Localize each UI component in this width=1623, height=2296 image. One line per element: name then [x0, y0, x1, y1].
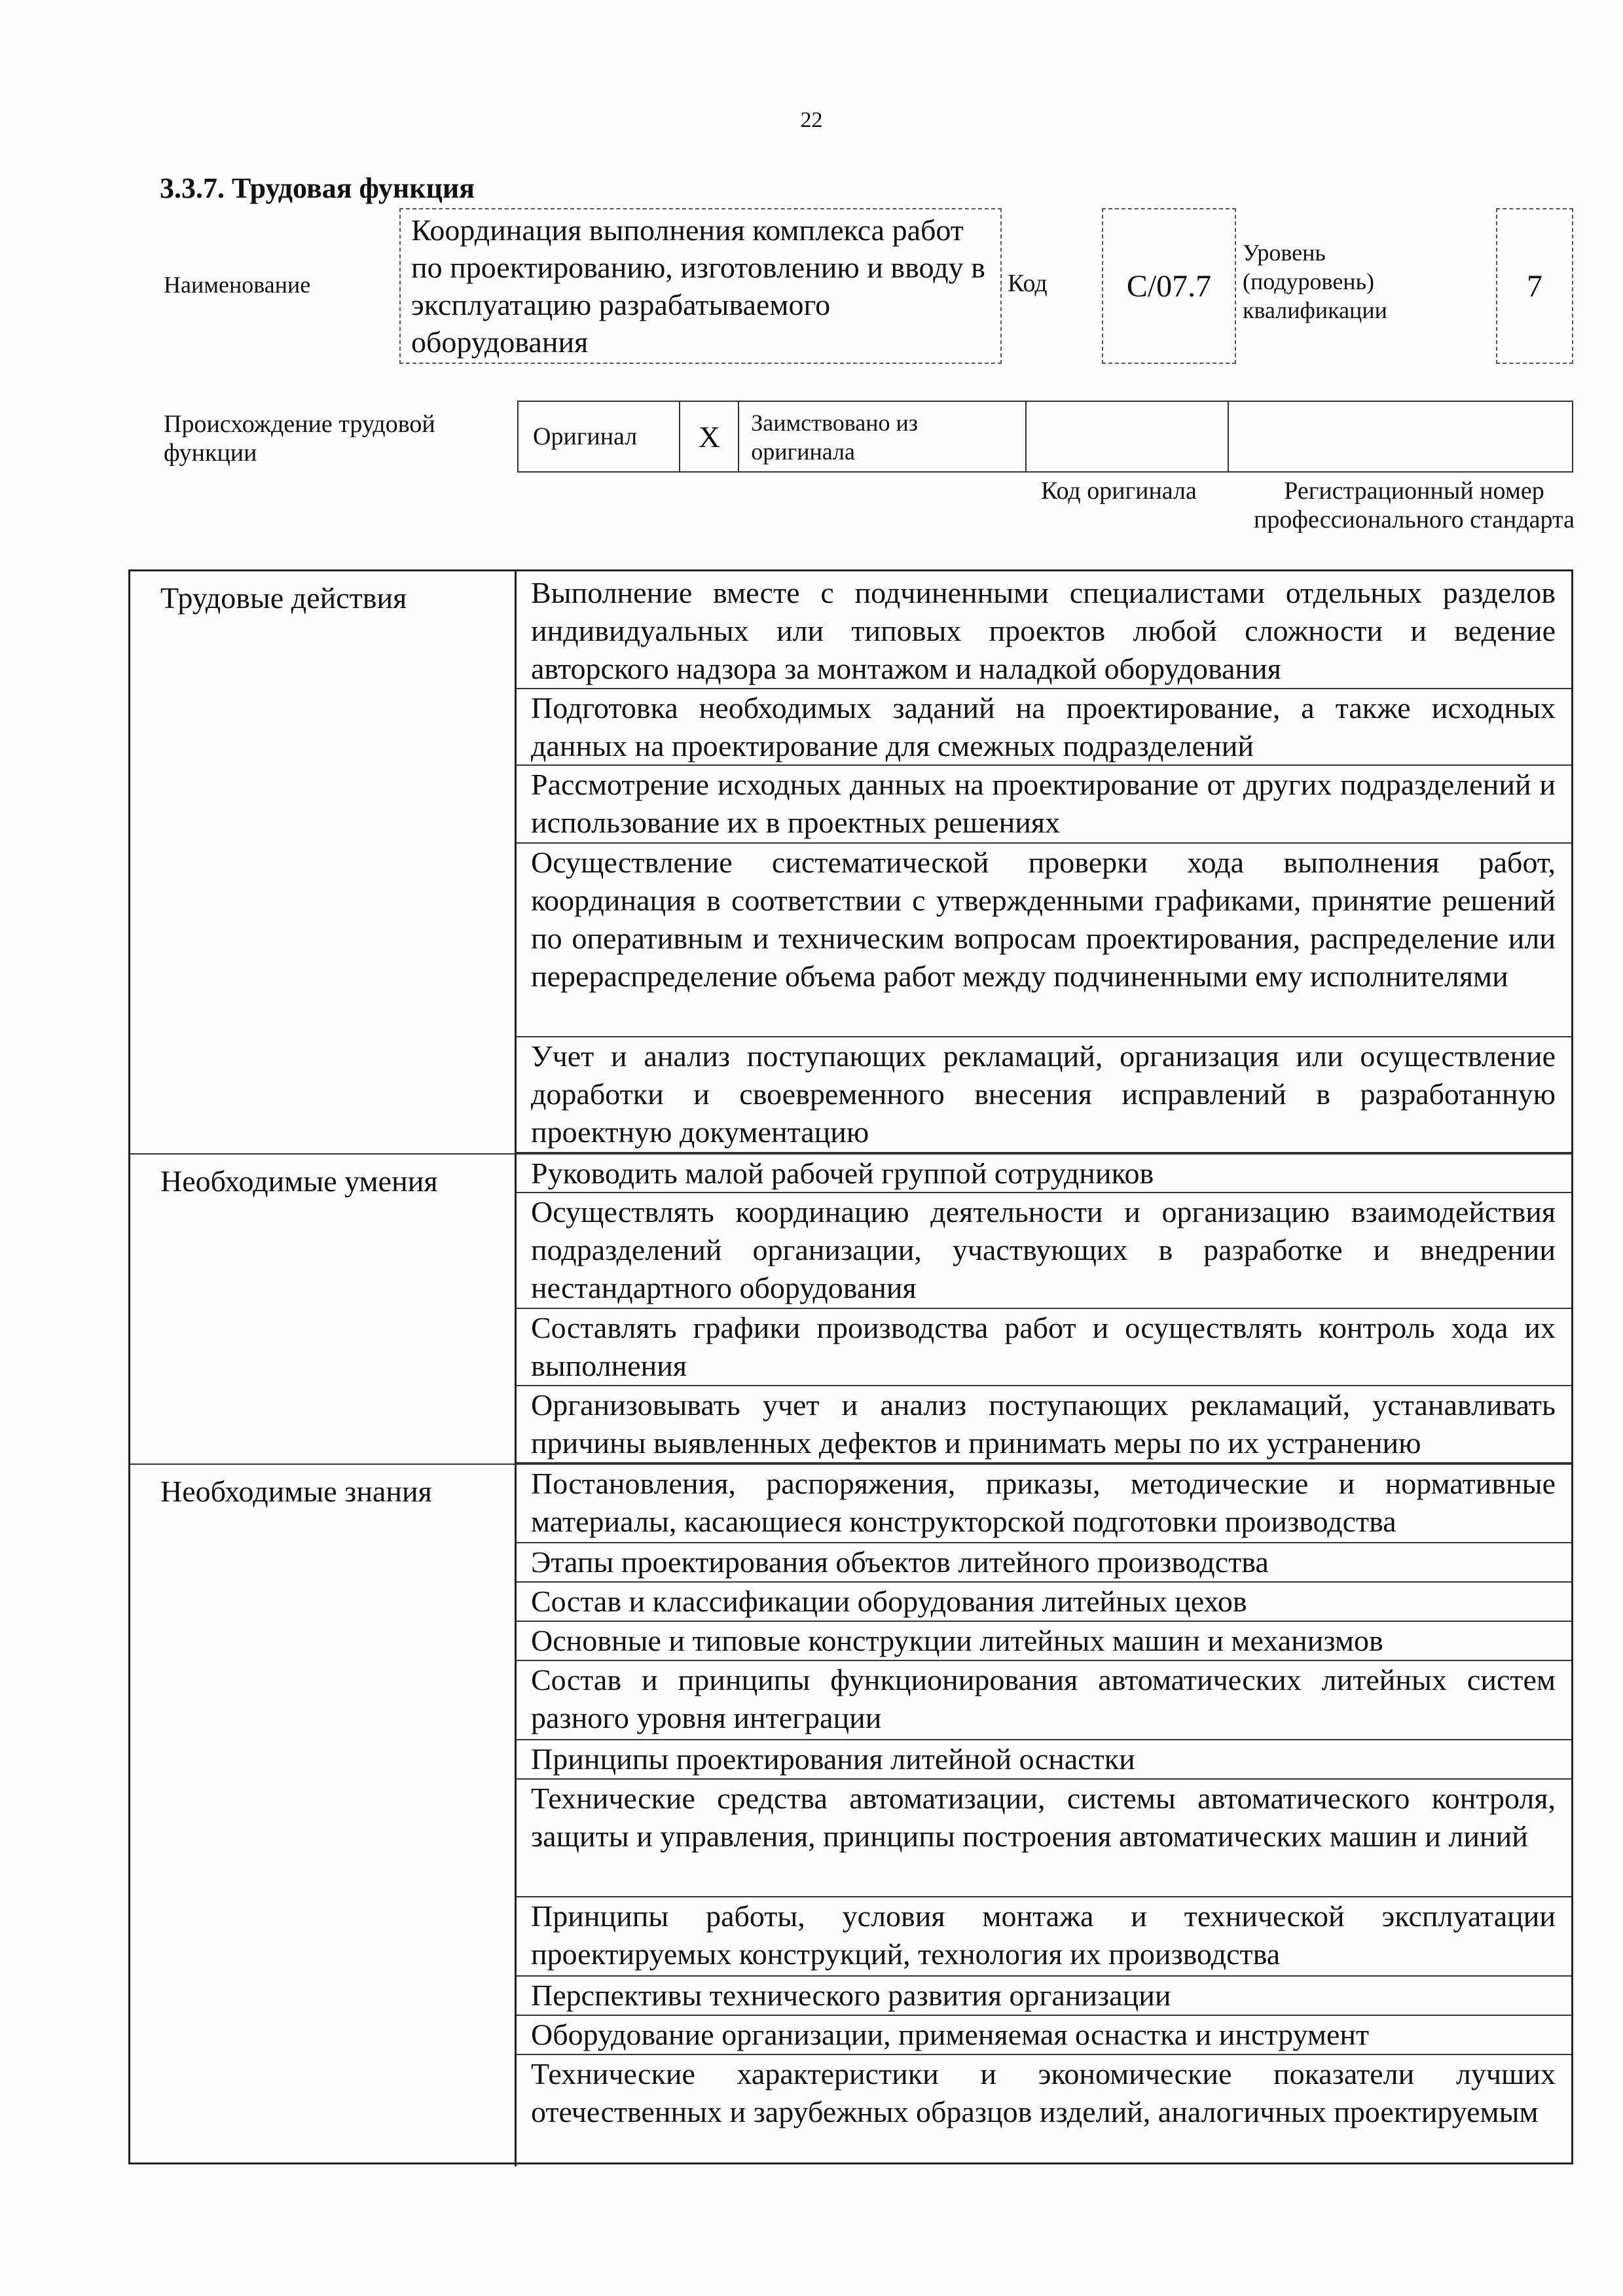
name-label: Наименование [164, 272, 311, 298]
level-box [1496, 208, 1573, 364]
table-row: Осуществлять координацию деятельности и организацию взаимодействия подразделений организации, участвующих в разработке и внедрении нестандартного оборудования [517, 1193, 1571, 1309]
table-row: Постановления, распоряжения, приказы, методические и нормативные материалы, касающиеся конструкторской подготовки производства [517, 1465, 1571, 1543]
table-row: Основные и типовые конструкции литейных машин и механизмов [517, 1622, 1571, 1661]
registration-number-cell [1229, 402, 1572, 471]
table-row: Оборудование организации, применяемая оснастка и инструмент [517, 2016, 1571, 2055]
table-row: Перспективы технического развития организации [517, 1977, 1571, 2016]
table-row: Осуществление систематической проверки хода выполнения работ, координация в соответствии с утвержденными графиками, принятие решений по оперативным и техническим вопросам проектирования, распределение или перераспределение объема работ между подчиненными ему исполнителями [517, 844, 1571, 1037]
origin-table [517, 401, 1573, 473]
function-name-box [399, 208, 1002, 364]
table-row: Организовывать учет и анализ поступающих рекламаций, устанавливать причины выявленных дефектов и принимать меры по их устранению [517, 1386, 1571, 1463]
group-label: Необходимые умения [130, 1155, 517, 1463]
table-row: Состав и классификации оборудования литейных цехов [517, 1583, 1571, 1622]
table-row: Выполнение вместе с подчиненными специалистами отдельных разделов индивидуальных или типовых проектов любой сложности и ведение авторского надзора за монтажом и наладкой оборудования [517, 571, 1571, 689]
table-row: Технические средства автоматизации, системы автоматического контроля, защиты и управления, принципы построения автоматических машин и линий [517, 1780, 1571, 1897]
section-title: 3.3.7. Трудовая функция [160, 172, 475, 204]
group-label: Необходимые знания [130, 1465, 517, 2166]
origin-borrowed: Заимствовано из оригинала [751, 410, 918, 465]
original-code-cell [1027, 402, 1229, 471]
code-label: Код [1008, 270, 1048, 297]
table-row: Состав и принципы функционирования автоматических литейных систем разного уровня интеграции [517, 1661, 1571, 1740]
table-row: Подготовка необходимых заданий на проектирование, а также исходных данных на проектирование для смежных подразделений [517, 689, 1571, 766]
table-row: Рассмотрение исходных данных на проектирование от других подразделений и использование их в проектных решениях [517, 766, 1571, 844]
code-box [1102, 208, 1236, 364]
level-label: Уровень (подуровень) квалификации [1243, 240, 1387, 323]
table-row: Составлять графики производства работ и осуществлять контроль хода их выполнения [517, 1309, 1571, 1386]
group-required-skills [130, 1153, 1571, 1463]
code-value: C/07.7 [1126, 268, 1212, 304]
page-number: 22 [800, 108, 823, 132]
group-required-knowledge [130, 1463, 1571, 2166]
group-label: Трудовые действия [130, 571, 517, 1153]
origin-mark: X [698, 420, 720, 454]
function-table [128, 569, 1573, 2164]
level-value: 7 [1527, 268, 1542, 304]
table-row: Принципы проектирования литейной оснастки [517, 1740, 1571, 1780]
original-code-caption: Код оригинала [1041, 477, 1197, 505]
registration-number-caption: Регистрационный номер профессионального стандарта [1254, 477, 1575, 533]
group-labor-actions [130, 571, 1571, 1153]
origin-original: Оригинал [533, 423, 638, 450]
table-row: Технические характеристики и экономические показатели лучших отечественных и зарубежных образцов изделий, аналогичных проектируемым [531, 2057, 1556, 2128]
table-row: Учет и анализ поступающих рекламаций, организация или осуществление доработки и своевременного внесения исправлений в разработанную проектную документацию [517, 1037, 1571, 1153]
table-row: Этапы проектирования объектов литейного производства [517, 1543, 1571, 1583]
origin-label: Происхождение трудовой функции [164, 410, 435, 467]
table-row: Руководить малой рабочей группой сотрудников [517, 1155, 1571, 1193]
table-row: Принципы работы, условия монтажа и технической эксплуатации проектируемых конструкций, технология их производства [517, 1897, 1571, 1977]
function-name: Координация выполнения комплекса работ по проектированию, изготовлению и вводу в эксплуатацию разрабатываемого оборудования [411, 213, 985, 359]
